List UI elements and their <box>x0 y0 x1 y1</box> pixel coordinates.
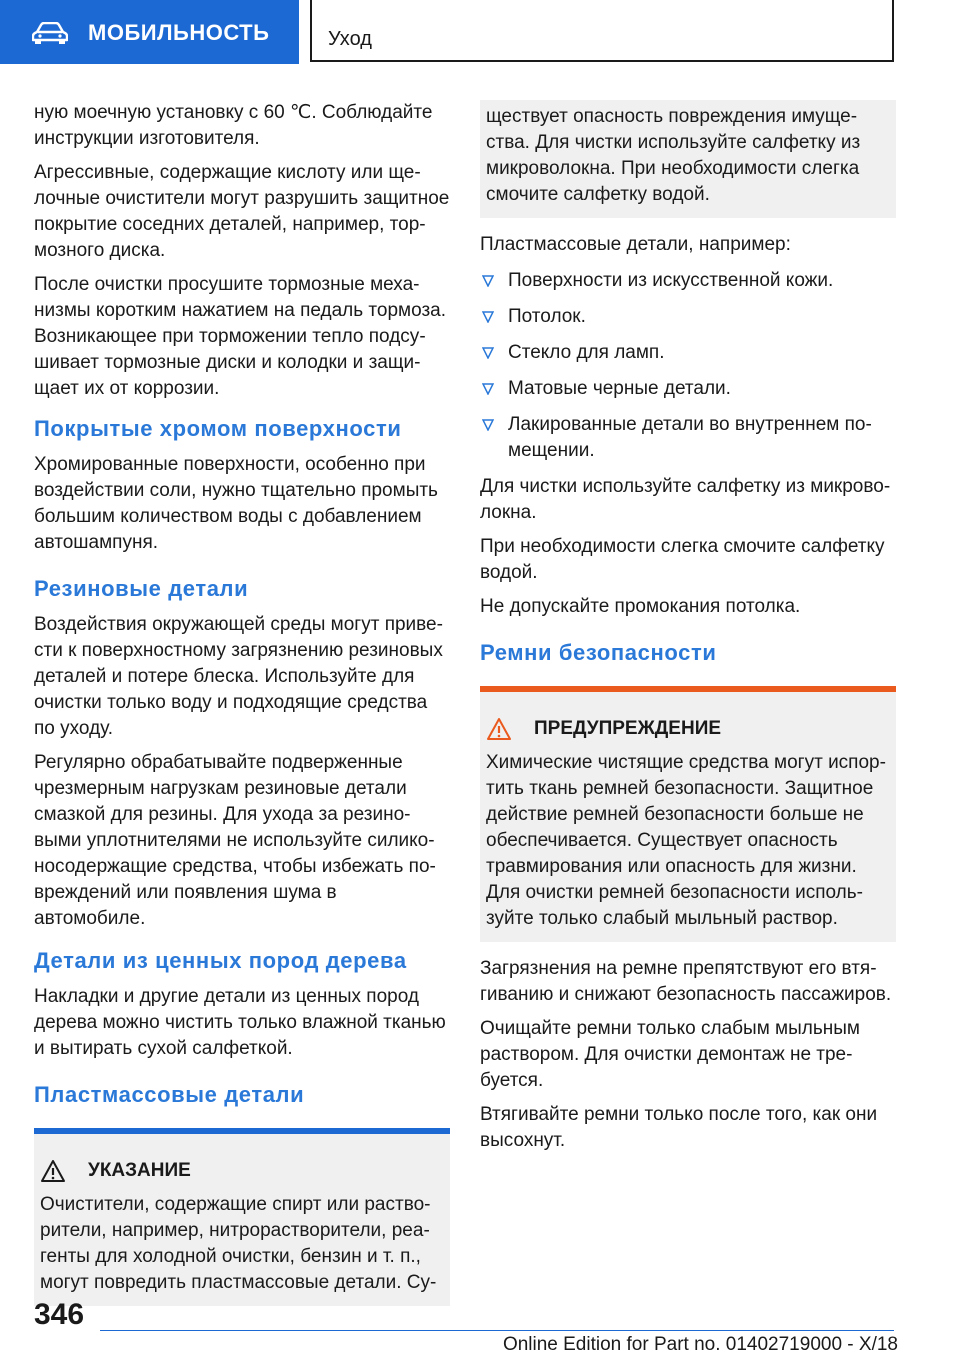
paragraph: Агрессивные, содержащие кислоту или щелочные очистители могут разрушить защитное покрытие соседних деталей, например, тормозного диска. <box>34 162 450 261</box>
list-item: Стекло для ламп. <box>480 340 896 366</box>
heading-chrome: Покрытые хромом поверхности <box>34 416 402 441</box>
warning-text: Химические чистящие средства могут испортить ткань ремней безопасности. Защитное действие ремней безопасности больше не обеспечивается. Существует опасность травмирования или опасность для жизни. Для очистки ремней безопасности используйте только слабый мыльный раствор. <box>486 752 886 929</box>
heading-wood: Детали из ценных пород дерева <box>34 948 407 973</box>
heading-plastic: Пластмассовые детали <box>34 1082 305 1107</box>
paragraph: Втягивайте ремни только после того, как они высохнут. <box>480 1104 878 1151</box>
list-item: Поверхности из искусственной кожи. <box>480 268 896 294</box>
warning-label: ПРЕДУПРЕЖДЕНИЕ <box>534 718 722 739</box>
paragraph: Для чистки используйте салфетку из микроволокна. <box>480 476 891 523</box>
notice-box-continued <box>480 100 896 218</box>
paragraph: Не допускайте промокания потолка. <box>480 596 801 617</box>
online-edition-note: Online Edition for Part no. 01402719000 - X/18 <box>502 1334 898 1355</box>
bullet-triangle-icon <box>482 383 494 395</box>
footer-rule <box>100 1330 894 1331</box>
heading-belts: Ремни безопасности <box>480 640 717 665</box>
warning-triangle-icon <box>40 1159 66 1183</box>
paragraph: При необходимости слегка смочите салфетку водой. <box>480 536 885 583</box>
paragraph: Воздействия окружающей среды могут привести к поверхностному загрязнению резиновых деталей и потере блеска. Используйте для очистки только воду и подходящие средства по уходу. <box>34 614 443 739</box>
notice-box <box>34 1134 450 1306</box>
bullet-triangle-icon <box>482 311 494 323</box>
plastic-parts-list <box>480 268 896 464</box>
paragraph: После очистки просушите тормозные механизмы коротким нажатием на педаль тормоза. Возникающее при торможении тепло подсушивает тормозные диски и колодки и защищает их от коррозии. <box>34 274 447 399</box>
bullet-triangle-icon <box>482 275 494 287</box>
paragraph: Пластмассовые детали, например: <box>480 234 791 255</box>
notice-label: УКАЗАНИЕ <box>88 1160 191 1181</box>
left-column <box>34 100 450 1306</box>
warning-triangle-icon <box>486 717 512 741</box>
paragraph: Очищайте ремни только слабым мыльным раствором. Для очистки демонтаж не требуется. <box>480 1018 860 1091</box>
paragraph: Загрязнения на ремне препятствуют его втягиванию и снижают безопасность пассажиров. <box>480 958 892 1005</box>
warning-title <box>486 716 890 742</box>
section-tab <box>0 0 299 64</box>
paragraph: Хромированные поверхности, особенно при воздействии соли, нужно тщательно промыть большим количеством воды с добавлением автошампуня. <box>34 454 438 553</box>
paragraph: Регулярно обрабатывайте подверженные чрезмерным нагрузкам резиновые детали смазкой для резины. Для ухода за резиновыми уплотнителями не используйте силиконосодержащие средства, чтобы избежать повреждений или появления шума в автомобиле. <box>34 752 436 929</box>
bullet-triangle-icon <box>482 419 494 431</box>
section-title: МОБИЛЬНОСТЬ <box>88 20 270 45</box>
warning-box <box>480 692 896 942</box>
list-item: Потолок. <box>480 304 896 330</box>
notice-text: Очистители, содержащие спирт или растворители, например, нитрорастворители, реагенты для холодной очистки, бензин и т. п., могут повредить пластмассовые детали. Су- <box>40 1194 437 1293</box>
car-icon <box>32 22 68 49</box>
paragraph: ную моечную установку с 60 ℃. Соблюдайте инструкции изготовителя. <box>34 102 433 149</box>
right-column <box>480 100 896 1162</box>
heading-rubber: Резиновые детали <box>34 576 249 601</box>
subsection-frame <box>310 0 894 62</box>
paragraph: Накладки и другие детали из ценных пород дерева можно чистить только влажной тканью и вытирать сухой салфеткой. <box>34 986 446 1059</box>
list-item: Матовые черные детали. <box>480 376 896 402</box>
notice-title <box>40 1158 444 1184</box>
notice-text: ществует опасность повреждения имущества. Для чистки используйте салфетку из микроволокна. При необходимости слегка смочите салфетку водой. <box>486 106 861 205</box>
subsection-title: Уход <box>328 28 372 50</box>
bullet-triangle-icon <box>482 347 494 359</box>
list-item: Лакированные детали во внутреннем помещении. <box>480 412 896 464</box>
page-number: 346 <box>34 1298 85 1331</box>
